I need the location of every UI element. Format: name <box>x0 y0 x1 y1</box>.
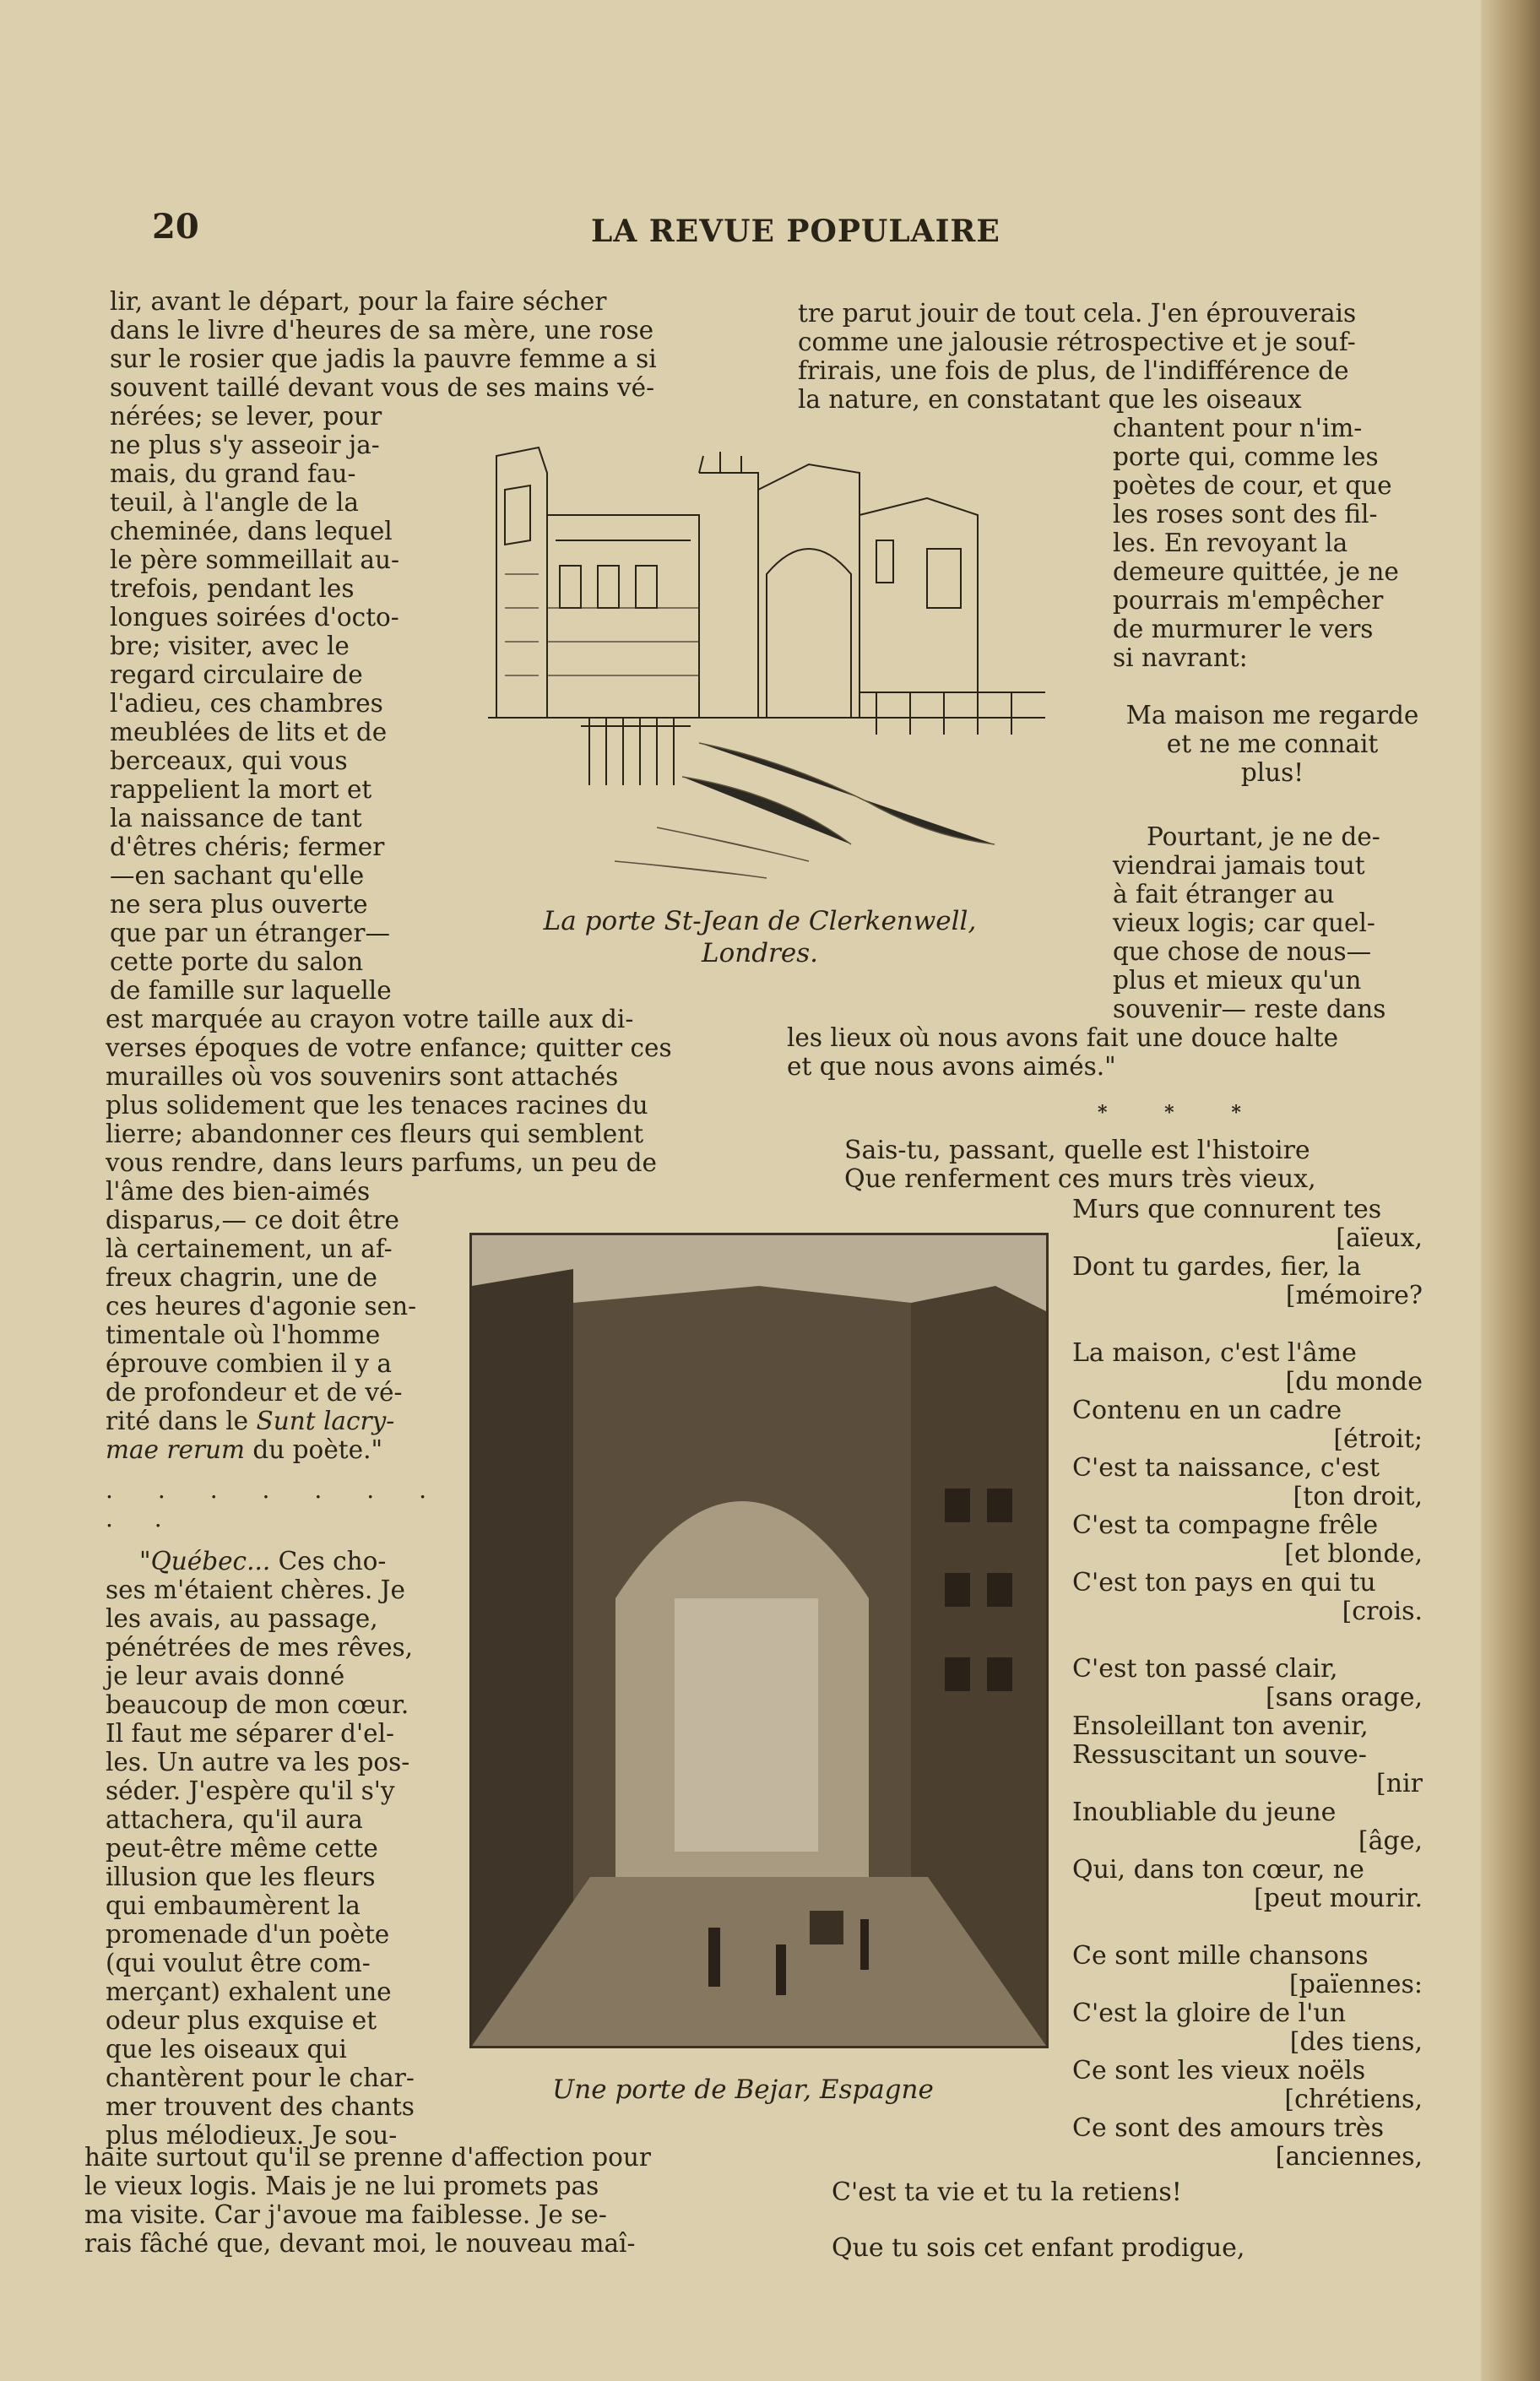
text-line: les avais, au passage, <box>106 1604 378 1633</box>
poem-line: Ensoleillant ton avenir, <box>1072 1711 1369 1741</box>
text-line: là certainement, un af- <box>106 1234 393 1263</box>
stanza-gap <box>1072 1310 1423 1339</box>
poem-line: Contenu en un cadre <box>1072 1396 1342 1425</box>
poem-line: Ce sont des amours très <box>1072 2113 1385 2143</box>
text-line: plus mélodieux. Je sou- <box>106 2121 398 2150</box>
text-line: plus et mieux qu'un <box>1113 966 1362 995</box>
section-separator-stars: * * * <box>1098 1102 1266 1124</box>
text-line: chantèrent pour le char- <box>106 2064 415 2092</box>
text-line: éprouve combien il y a <box>106 1349 392 1378</box>
poem-line-continuation: [nir <box>1376 1769 1423 1798</box>
text-line: berceaux, qui vous <box>110 746 348 775</box>
text-line: —en sachant qu'elle <box>110 861 365 890</box>
ellipsis-separator: . . . . . . . . . <box>106 1476 443 1532</box>
running-title: LA REVUE POPULAIRE <box>591 214 1000 249</box>
text-line: nérées; se lever, pour <box>110 402 382 431</box>
poem-line-continuation: [anciennes, <box>1275 2142 1423 2172</box>
text-line: poètes de cour, et que <box>1113 471 1392 500</box>
right-narrow-block <box>1113 414 1432 672</box>
poem-line: Qui, dans ton cœur, ne <box>1072 1855 1364 1885</box>
text-line: est marquée au crayon votre taille aux di- <box>106 1005 634 1033</box>
text-line: que chose de nous— <box>1113 937 1372 966</box>
text-line: vieux logis; car quel- <box>1113 908 1375 937</box>
left-narrow-block <box>110 402 431 1005</box>
text-line: bre; visiter, avec le <box>110 632 350 660</box>
text-line: rité dans le <box>106 1407 249 1435</box>
text-line: les lieux où nous avons fait une douce halte <box>787 1023 1339 1052</box>
text-line: Pourtant, je ne de- <box>1147 822 1380 851</box>
left-intro <box>110 287 743 402</box>
page-number: 20 <box>152 207 199 247</box>
text-line: longues soirées d'octo- <box>110 603 399 632</box>
text-line: illusion que les fleurs <box>106 1863 376 1891</box>
poem-line-continuation: [peut mourir. <box>1254 1884 1423 1913</box>
text-line: le vieux logis. Mais je ne lui promets pas <box>84 2172 599 2200</box>
poem-line: Murs que connurent tes <box>1072 1195 1382 1224</box>
text-line: freux chagrin, une de <box>106 1263 377 1292</box>
text-line: à fait étranger au <box>1113 880 1335 908</box>
bejar-gate-photo <box>469 1233 1049 2048</box>
text-line: timentale où l'homme <box>106 1321 381 1349</box>
text-line: qui embaumèrent la <box>106 1891 361 1920</box>
text-line: le père sommeillait au- <box>110 545 399 574</box>
text-line: pénétrées de mes rêves, <box>106 1633 414 1662</box>
text-line: odeur plus exquise et <box>106 2006 377 2035</box>
text-line: lierre; abandonner ces fleurs qui semblent <box>106 1120 644 1148</box>
text-line: d'êtres chéris; fermer <box>110 833 385 861</box>
text-line: demeure quittée, je ne <box>1113 557 1399 586</box>
text-line: regard circulaire de <box>110 660 363 689</box>
text-line: ces heures d'agonie sen- <box>106 1292 417 1321</box>
text-line: sur le rosier que jadis la pauvre femme a si <box>110 344 657 373</box>
text-line: que par un étranger— <box>110 919 390 947</box>
poem-line: Ressuscitant un souve- <box>1072 1740 1367 1770</box>
left-wide-block <box>106 1005 743 1177</box>
text-line: teuil, à l'angle de la <box>110 488 359 517</box>
text-line: séder. J'espère qu'il s'y <box>106 1776 395 1805</box>
text-line: ma visite. Car j'avoue ma faiblesse. Je se- <box>84 2200 607 2229</box>
text-line: frirais, une fois de plus, de l'indifférence de <box>798 356 1349 385</box>
poem-line: La maison, c'est l'âme <box>1072 1338 1357 1368</box>
poem-line-continuation: [des tiens, <box>1289 2027 1423 2057</box>
poem-line-continuation: [chrétiens, <box>1284 2085 1423 2114</box>
poem-line-continuation: [crois. <box>1342 1597 1423 1626</box>
latin-phrase: Sunt lacry- <box>256 1407 395 1435</box>
poem-line: Sais-tu, passant, quelle est l'histoire <box>844 1136 1310 1165</box>
text-line: beaucoup de mon cœur. <box>106 1690 409 1719</box>
poem-line-continuation: [ton droit, <box>1293 1482 1423 1511</box>
caption-line: Londres. <box>702 938 818 968</box>
poem-line-continuation: [et blonde, <box>1284 1539 1423 1569</box>
text-line: rappelient la mort et <box>110 775 372 804</box>
right-narrow-block-2 <box>1113 822 1432 1023</box>
text-line: (qui voulut être com- <box>106 1949 371 1977</box>
poem-line: Que renferment ces murs très vieux, <box>844 1164 1316 1194</box>
stanza-gap <box>1072 1626 1423 1655</box>
text-line: meublées de lits et de <box>110 718 388 746</box>
poem-line: Que tu sois cet enfant prodigue, <box>832 2233 1245 2263</box>
text-line: trefois, pendant les <box>110 574 355 603</box>
page-header <box>152 207 1435 258</box>
stanza-gap <box>1072 1913 1423 1942</box>
text-line: ne plus s'y asseoir ja- <box>110 431 380 459</box>
text-line: je leur avais donné <box>106 1662 345 1690</box>
text-line: du poète." <box>245 1435 383 1464</box>
text-line: souvent taillé devant vous de ses mains vé- <box>110 373 655 402</box>
text-line: Il faut me séparer d'el- <box>106 1719 394 1748</box>
text-line: rais fâché que, devant moi, le nouveau maî- <box>84 2229 636 2258</box>
text-line: les. Un autre va les pos- <box>106 1748 410 1776</box>
text-line: viendrai jamais tout <box>1113 851 1365 880</box>
poem-line: C'est ta compagne frêle <box>1072 1510 1379 1540</box>
poem-body <box>1072 1196 1423 2172</box>
text-line: ne sera plus ouverte <box>110 890 368 919</box>
text-line: plus! <box>1240 758 1304 787</box>
text-line: dans le livre d'heures de sa mère, une rose <box>110 316 654 344</box>
text-line: les. En revoyant la <box>1113 529 1348 557</box>
text-line: pourrais m'empêcher <box>1113 586 1384 615</box>
right-intro <box>798 299 1438 414</box>
text-line: promenade d'un poète <box>106 1920 390 1949</box>
text-line: les roses sont des fil- <box>1113 500 1378 529</box>
text-line: haite surtout qu'il se prenne d'affection pour <box>84 2143 651 2172</box>
text-line: cette porte du salon <box>110 947 364 976</box>
left-end-block <box>84 2143 726 2258</box>
text-line: l'adieu, ces chambres <box>110 689 383 718</box>
top-illustration-caption <box>507 905 1013 969</box>
text-line: merçant) exhalent une <box>106 1977 392 2006</box>
caption-line: La porte St-Jean de Clerkenwell, <box>543 906 977 936</box>
poem-line: C'est ton pays en qui tu <box>1072 1568 1376 1597</box>
poem-line-continuation: [âge, <box>1358 1826 1423 1856</box>
text-line: mais, du grand fau- <box>110 459 356 488</box>
text-line: lir, avant le départ, pour la faire sécher <box>110 287 607 316</box>
poem-line-continuation: [du monde <box>1285 1367 1423 1397</box>
poem-line-continuation: [sans orage, <box>1265 1683 1423 1712</box>
text-line: et que nous avons aimés." <box>787 1052 1116 1081</box>
left-narrow-block-2 <box>106 1177 443 2150</box>
text-line: comme une jalousie rétrospective et je souf- <box>798 328 1356 356</box>
poem-opening <box>844 1136 1435 1194</box>
poem-line: Ce sont mille chansons <box>1072 1941 1369 1971</box>
latin-phrase: mae rerum <box>106 1435 246 1464</box>
text-line: attachera, qu'il aura <box>106 1805 363 1834</box>
page-edge-shade <box>1481 0 1540 2381</box>
text-line: disparus,— ce doit être <box>106 1206 399 1234</box>
clerkenwell-gate-illustration <box>488 439 1054 887</box>
text-line: Ces cho- <box>270 1547 387 1576</box>
text-line: la nature, en constatant que les oiseaux <box>798 385 1302 414</box>
text-line: de profondeur et de vé- <box>106 1378 403 1407</box>
text-line: Ma maison me regarde <box>1125 701 1419 729</box>
text-line: cheminée, dans lequel <box>110 517 393 545</box>
text-line: si navrant: <box>1113 643 1248 672</box>
poem-line: C'est la gloire de l'un <box>1072 1999 1347 2028</box>
poem-line: Dont tu gardes, fier, la <box>1072 1252 1362 1282</box>
text-line: vous rendre, dans leurs parfums, un peu de <box>106 1148 657 1177</box>
text-line: de famille sur laquelle <box>110 976 392 1005</box>
text-line: de murmurer le vers <box>1113 615 1374 643</box>
text-line: la naissance de tant <box>110 804 362 833</box>
poem-line: Inoubliable du jeune <box>1072 1798 1337 1827</box>
poem-line-continuation: [aïeux, <box>1336 1223 1423 1253</box>
poem-line: C'est ta naissance, c'est <box>1072 1453 1380 1483</box>
text-line: et ne me connait <box>1166 729 1379 758</box>
text-line: verses époques de votre enfance; quitter ces <box>106 1033 672 1062</box>
text-line: mer trouvent des chants <box>106 2092 415 2121</box>
text-line: porte qui, comme les <box>1113 442 1379 471</box>
poem-line-continuation: [païennes: <box>1288 1970 1423 1999</box>
poem-line-continuation: [étroit; <box>1333 1424 1423 1454</box>
text-line: peut-être même cette <box>106 1834 378 1863</box>
text-line: tre parut jouir de tout cela. J'en éprouverais <box>798 299 1357 328</box>
quebec-heading: "Québec... <box>139 1547 271 1576</box>
right-wide-block <box>787 1023 1429 1081</box>
poem-closing <box>832 2178 1423 2263</box>
quoted-verse <box>1113 701 1432 787</box>
poem-line: C'est ton passé clair, <box>1072 1654 1338 1684</box>
text-line: ses m'étaient chères. Je <box>106 1576 405 1604</box>
poem-line-continuation: [mémoire? <box>1285 1281 1423 1310</box>
poem-line: C'est ta vie et tu la retiens! <box>832 2178 1182 2207</box>
poem-line: Ce sont les vieux noëls <box>1072 2056 1366 2085</box>
text-line: murailles où vos souvenirs sont attachés <box>106 1062 619 1091</box>
text-line: que les oiseaux qui <box>106 2035 347 2064</box>
text-line: chantent pour n'im- <box>1113 414 1363 442</box>
bottom-photo-caption: Une porte de Bejar, Espagne <box>552 2075 934 2105</box>
text-line: plus solidement que les tenaces racines du <box>106 1091 648 1120</box>
text-line: souvenir— reste dans <box>1113 995 1386 1023</box>
text-line: l'âme des bien-aimés <box>106 1177 371 1206</box>
